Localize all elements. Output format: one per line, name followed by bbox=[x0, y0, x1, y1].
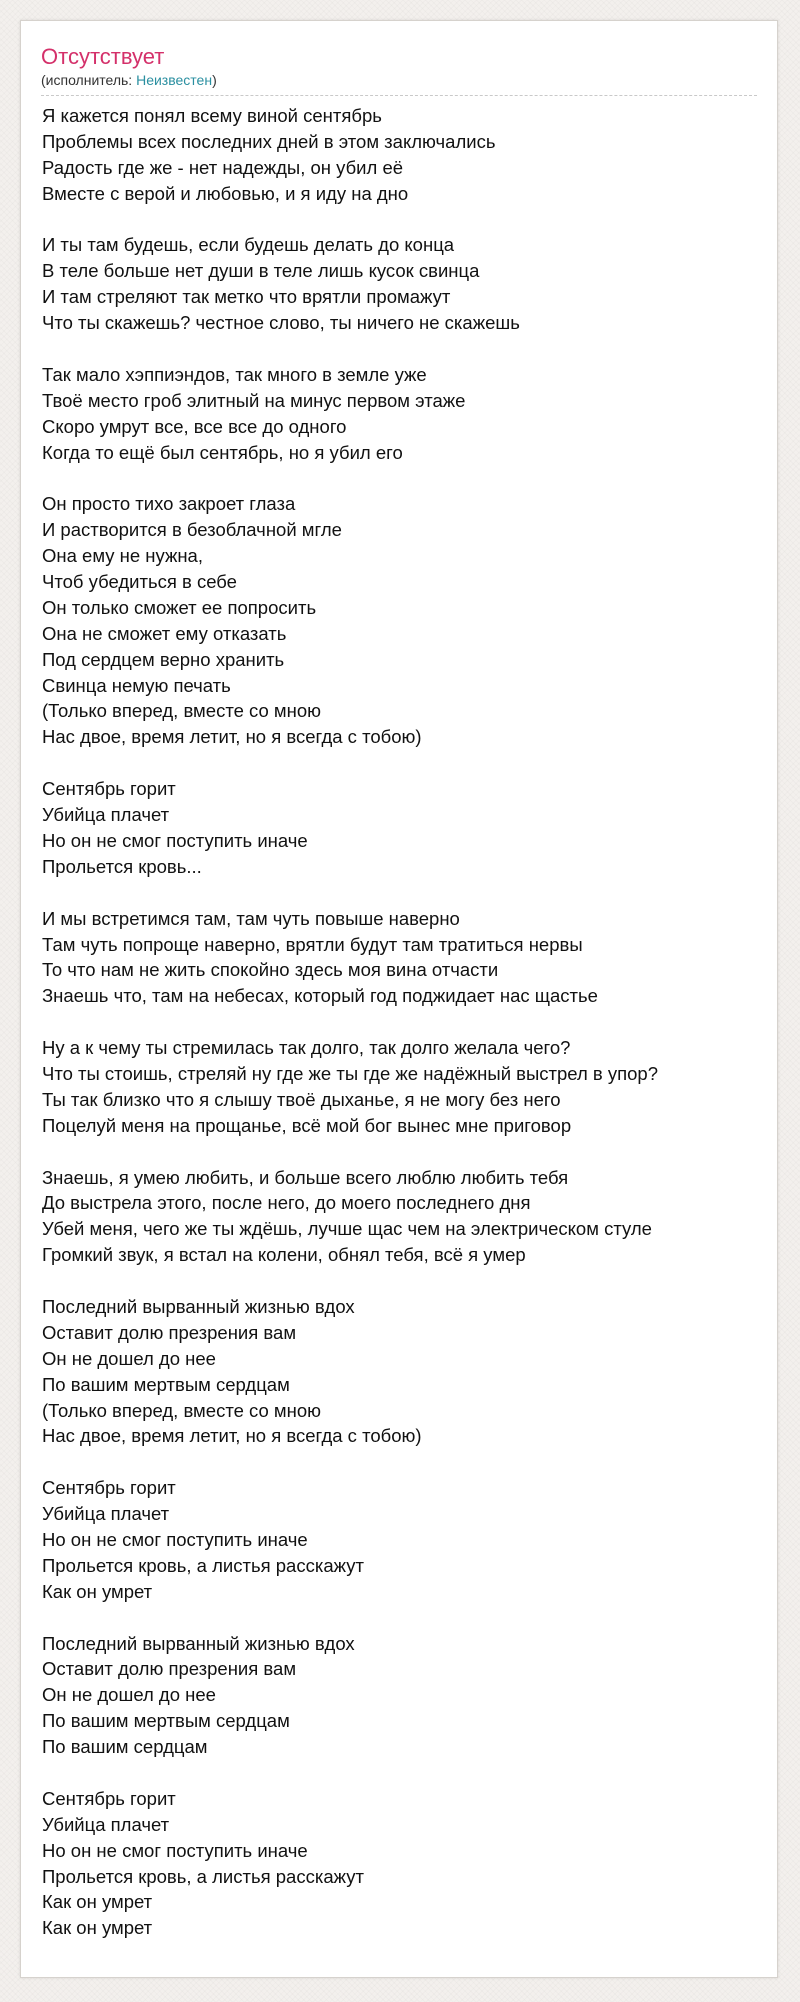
lyric-line: Оставит долю презрения вам bbox=[42, 1321, 297, 1343]
lyric-blank-line bbox=[42, 465, 762, 491]
song-header bbox=[41, 43, 757, 96]
lyric-line: Нас двое, время летит, но я всегда с тобою) bbox=[42, 726, 422, 748]
lyric-blank-line bbox=[42, 1760, 762, 1786]
lyric-blank-line bbox=[42, 1009, 762, 1035]
lyric-line: Громкий звук, я встал на колени, обнял тебя, всё я умер bbox=[42, 1244, 526, 1266]
lyric-line: Убийца плачет bbox=[42, 804, 170, 826]
lyric-line: Я кажется понял всему виной сентябрь bbox=[42, 105, 382, 126]
lyric-line: Прольется кровь, а листья расскажут bbox=[42, 1554, 364, 1576]
lyric-line: Но он не смог поступить иначе bbox=[42, 829, 308, 851]
lyric-line: Ну а к чему ты стремилась так долго, так долго желала чего? bbox=[42, 1037, 571, 1059]
lyric-blank-line bbox=[42, 1605, 762, 1631]
lyric-line: Свинца немую печать bbox=[42, 674, 231, 696]
lyrics-card bbox=[20, 20, 778, 1978]
lyric-line: Знаешь, я умею любить, и больше всего люблю любить тебя bbox=[42, 1166, 569, 1188]
lyric-line: Сентябрь горит bbox=[42, 1477, 176, 1499]
lyric-line: Радость где же - нет надежды, он убил её bbox=[42, 156, 404, 178]
lyric-line: Оставит долю презрения вам bbox=[42, 1658, 297, 1680]
lyric-blank-line bbox=[42, 880, 762, 906]
lyric-line: Убийца плачет bbox=[42, 1813, 170, 1835]
song-title: Отсутствует bbox=[41, 44, 165, 69]
lyric-line: И мы встретимся там, там чуть повыше наверно bbox=[42, 907, 460, 929]
lyric-line: Как он умрет bbox=[42, 1580, 153, 1602]
lyric-line: Поцелуй меня на прощанье, всё мой бог вынес мне приговор bbox=[42, 1114, 572, 1136]
artist-line bbox=[41, 71, 757, 89]
lyric-line: И там стреляют так метко что врятли промажут bbox=[42, 286, 451, 308]
lyric-blank-line bbox=[42, 336, 762, 362]
lyric-line: Он просто тихо закроет глаза bbox=[42, 493, 296, 515]
lyric-line: Убей меня, чего же ты ждёшь, лучше щас чем на электрическом стуле bbox=[42, 1218, 652, 1240]
lyric-line: Что ты скажешь? честное слово, ты ничего не скажешь bbox=[42, 312, 520, 334]
lyric-line: Последний вырванный жизнью вдох bbox=[42, 1632, 355, 1654]
lyric-line: Убийца плачет bbox=[42, 1503, 170, 1525]
lyric-line: Она не сможет ему отказать bbox=[42, 622, 287, 644]
lyric-line: Под сердцем верно хранить bbox=[42, 648, 285, 670]
lyric-line: Ты так близко что я слышу твоё дыханье, я не могу без него bbox=[42, 1088, 561, 1110]
lyric-line: Как он умрет bbox=[42, 1891, 153, 1913]
lyric-line: До выстрела этого, после него, до моего последнего дня bbox=[42, 1192, 531, 1214]
lyric-line: Что ты стоишь, стреляй ну где же ты где же надёжный выстрел в упор? bbox=[42, 1062, 659, 1084]
lyric-line: (Только вперед, вместе со мною bbox=[42, 700, 321, 722]
lyric-line: И растворится в безоблачной мгле bbox=[42, 519, 342, 541]
lyrics-text bbox=[42, 103, 762, 1941]
lyric-line: Сентябрь горит bbox=[42, 1787, 176, 1809]
lyric-line: По вашим сердцам bbox=[42, 1736, 208, 1758]
artist-prefix: (исполнитель: bbox=[41, 72, 137, 88]
lyric-line: Когда то ещё был сентябрь, но я убил его bbox=[42, 441, 403, 463]
lyric-blank-line bbox=[42, 750, 762, 776]
lyric-line: Там чуть попроще наверно, врятли будут там тратиться нервы bbox=[42, 933, 583, 955]
lyric-line: Прольется кровь, а листья расскажут bbox=[42, 1865, 364, 1887]
lyric-line: Знаешь что, там на небесах, который год поджидает нас щастье bbox=[42, 985, 598, 1007]
lyric-line: Но он не смог поступить иначе bbox=[42, 1528, 308, 1550]
lyric-blank-line bbox=[42, 1449, 762, 1475]
lyric-line: Прольется кровь... bbox=[42, 855, 202, 877]
lyric-line: То что нам не жить спокойно здесь моя вина отчасти bbox=[42, 959, 499, 981]
lyric-blank-line bbox=[42, 1139, 762, 1165]
lyric-line: И ты там будешь, если будешь делать до конца bbox=[42, 234, 455, 256]
lyric-line: Чтоб убедиться в себе bbox=[42, 571, 237, 593]
artist-link[interactable]: Неизвестен bbox=[136, 72, 213, 88]
lyric-line: Он не дошел до нее bbox=[42, 1347, 216, 1369]
lyric-line: Последний вырванный жизнью вдох bbox=[42, 1295, 355, 1317]
lyric-line: По вашим мертвым сердцам bbox=[42, 1373, 290, 1395]
lyric-blank-line bbox=[42, 1268, 762, 1294]
artist-suffix: ) bbox=[212, 72, 217, 88]
lyric-line: По вашим мертвым сердцам bbox=[42, 1710, 290, 1732]
lyric-line: Он только сможет ее попросить bbox=[42, 596, 317, 618]
lyric-line: Проблемы всех последних дней в этом заключались bbox=[42, 130, 496, 152]
lyric-line: В теле больше нет души в теле лишь кусок свинца bbox=[42, 260, 480, 282]
lyric-line: Твоё место гроб элитный на минус первом этаже bbox=[42, 389, 466, 411]
lyric-line: Он не дошел до нее bbox=[42, 1684, 216, 1706]
lyric-line: (Только вперед, вместе со мною bbox=[42, 1399, 321, 1421]
lyric-line: Нас двое, время летит, но я всегда с тобою) bbox=[42, 1425, 422, 1447]
lyric-line: Сентябрь горит bbox=[42, 778, 176, 800]
lyric-blank-line bbox=[42, 207, 762, 233]
lyric-line: Вместе с верой и любовью, и я иду на дно bbox=[42, 182, 409, 204]
lyric-line: Но он не смог поступить иначе bbox=[42, 1839, 308, 1861]
lyric-line: Так мало хэппиэндов, так много в земле уже bbox=[42, 363, 427, 385]
lyric-line: Скоро умрут все, все все до одного bbox=[42, 415, 347, 437]
lyric-line: Как он умрет bbox=[42, 1917, 153, 1939]
lyric-line: Она ему не нужна, bbox=[42, 545, 203, 567]
